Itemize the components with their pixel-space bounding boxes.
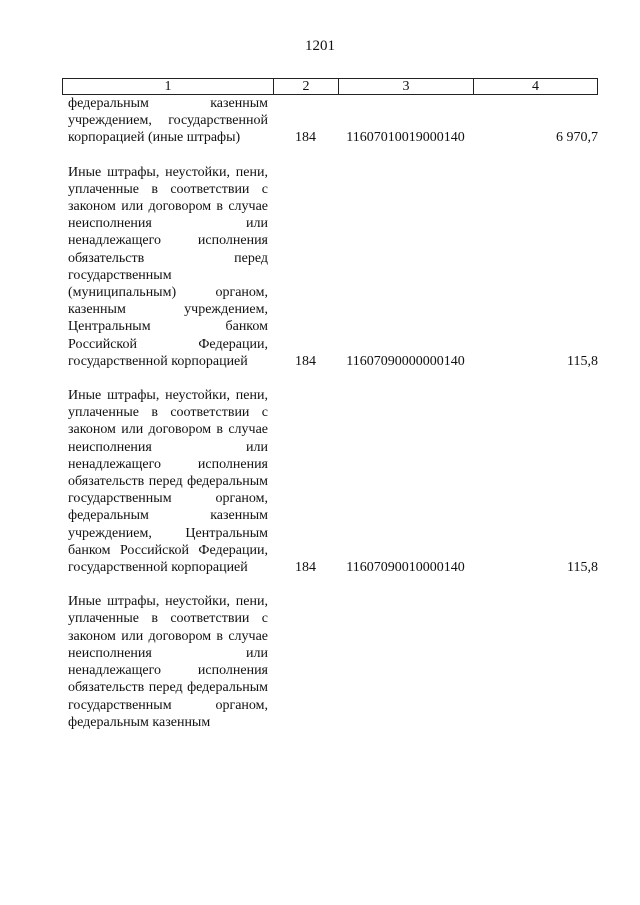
- row-description: Иные штрафы, неустойки, пени, уплаченные в соответствии с законом или договором в случае неисполнения или ненадлежащего исполнения обязательств перед федеральным государственным органом, федеральным казенным: [68, 594, 268, 730]
- row-admin-code: 184: [295, 353, 316, 369]
- row-admin-code: 184: [295, 130, 316, 146]
- table-header-col-1: 1: [63, 79, 274, 94]
- row-amount: 115,8: [567, 353, 598, 369]
- page-number: 1201: [305, 38, 335, 54]
- table-row: [62, 164, 598, 370]
- table-row: [62, 593, 598, 731]
- row-description: федеральным казенным учреждением, государственной корпорацией (иные штрафы): [68, 96, 268, 146]
- table-header-row: [62, 78, 598, 95]
- table-header-col-3: 3: [339, 79, 474, 94]
- row-classification-code: 11607090000000140: [346, 353, 465, 369]
- table-header-col-2: 2: [274, 79, 339, 94]
- table-header-col-4: 4: [532, 79, 539, 94]
- row-amount: 115,8: [567, 560, 598, 576]
- row-classification-code: 11607010019000140: [346, 130, 465, 146]
- row-admin-code: 184: [295, 560, 316, 576]
- row-description: Иные штрафы, неустойки, пени, уплаченные в соответствии с законом или договором в случае неисполнения или ненадлежащего исполнения обязательств перед федеральным государственным органом, федеральным казенным учреждением, Центральным банком Российской Федерации, государственной корпорацией: [68, 388, 268, 576]
- row-classification-code: 11607090010000140: [346, 560, 465, 576]
- row-description: Иные штрафы, неустойки, пени, уплаченные в соответствии с законом или договором в случае неисполнения или ненадлежащего исполнения обязательств перед государственным (муниципальным) органом, казенным учреждением, Центральным банком Российской Федерации, государственной корпорацией: [68, 164, 268, 369]
- table-row: [62, 95, 598, 147]
- row-amount: 6 970,7: [556, 130, 598, 146]
- table-row: [62, 387, 598, 576]
- table-body: [62, 95, 598, 731]
